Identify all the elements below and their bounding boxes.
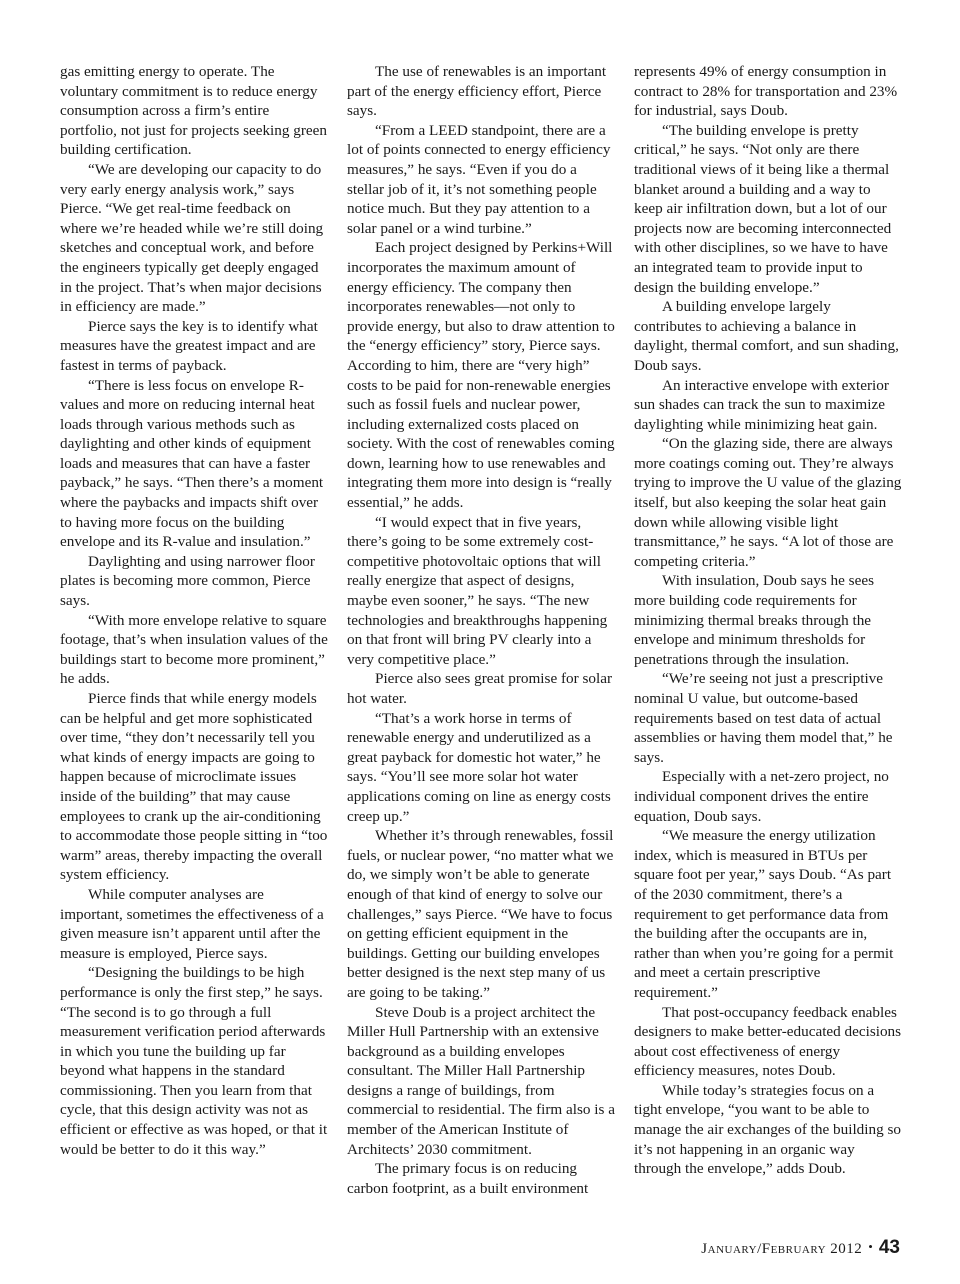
paragraph: “From a LEED standpoint, there are a lot of points connected to energy efficiency measures,” he says. “Even if you do a stellar job of it, it’s not something people notice much. But they pay attention to a solar panel or a wind turbine.” (347, 121, 611, 237)
paragraph: gas emitting energy to operate. The voluntary commitment is to reduce energy consumption across a firm’s entire portfolio, not just for projects seeking green building certification. (60, 63, 327, 159)
paragraph: represents 49% of energy consumption in contract to 28% for transportation and 23% for industrial, says Doub. (634, 63, 898, 120)
article-column-1 (60, 62, 328, 1159)
paragraph: “We measure the energy utilization index, which is measured in BTUs per square foot per year,” says Doub. “As part of the 2030 commitment, there’s a requirement to get performance data from the building after the occupants are in, rather than when you’re going for a permit and meet a certain prescriptive requirement.” (634, 827, 894, 1001)
paragraph: Whether it’s through renewables, fossil fuels, or nuclear power, “no matter what we do, we simply won’t be able to generate enough of that kind of energy to solve our challenges,” says Pierce. “We have to focus on getting efficient equipment in the buildings. Getting our building envelopes better designed is the next step many of us are going to be taking.” (347, 827, 614, 1001)
paragraph: “Designing the buildings to be high performance is only the first step,” he says. “The second is to go through a full measurement verification period afterwards in which you tune the building up far beyond what happens in the standard commissioning. Then you learn from that cycle, that this design activity was not as efficient or effective as was hoped, or that it would be better to do it this way.” (60, 964, 328, 1158)
paragraph: “There is less focus on envelope R-values and more on reducing internal heat loads through various methods such as daylighting and other kinds of equipment loads and measures that can have a faster payback,” he says. “Then there’s a moment where the paybacks and impacts shift over to having more focus on the building envelope and its R-value and insulation.” (60, 376, 324, 551)
paragraph: A building envelope largely contributes to achieving a balance in daylight, thermal comfort, and sun shading, Doub says. (634, 298, 899, 374)
paragraph: Especially with a net-zero project, no individual component drives the entire equation, Doub says. (634, 768, 889, 825)
paragraph: “On the glazing side, there are always more coatings coming out. They’re always trying to improve the U value of the glazing itself, but also keeping the solar heat gain down while allowing visible light transmittance,” he says. “A lot of those are competing criteria.” (634, 435, 902, 570)
issue-date: January/February 2012 (701, 1241, 863, 1257)
paragraph: “We’re seeing not just a prescriptive nominal U value, but outcome-based requirements based on test data of actual assemblies or having them model that,” he says. (634, 670, 893, 766)
footer-separator: • (868, 1239, 873, 1254)
paragraph: “I would expect that in five years, there’s going to be some extremely cost-competitive photovoltaic options that will really energize that aspect of designs, maybe even sooner,” he says. “The new technologies and breakthroughs happening on that front will bring PV clearly into a very competitive place.” (347, 513, 608, 668)
paragraph: The primary focus is on reducing carbon footprint, as a built environment (347, 1160, 589, 1197)
paragraph: An interactive envelope with exterior sun shades can track the sun to maximize daylighting while minimizing heat gain. (634, 376, 889, 433)
paragraph: “With more envelope relative to square footage, that’s when insulation values of the buildings start to become more prominent,” he adds. (60, 611, 328, 688)
paragraph: While computer analyses are important, sometimes the effectiveness of a given measure isn’t apparent until after the measure is employed, Pierce says. (60, 885, 324, 962)
paragraph: That post-occupancy feedback enables designers to make better-educated decisions about cost effectiveness of energy efficiency measures, notes Doub. (634, 1003, 902, 1080)
paragraph: Daylighting and using narrower floor plates is becoming more common, Pierce says. (60, 552, 315, 610)
paragraph: Pierce also sees great promise for solar hot water. (347, 670, 613, 707)
paragraph: The use of renewables is an important part of the energy efficiency effort, Pierce says. (347, 63, 607, 120)
paragraph: Pierce says the key is to identify what measures have the greatest impact and are fastest in terms of payback. (60, 317, 318, 374)
paragraph: Pierce finds that while energy models can be helpful and get more sophisticated over time, “they don’t necessarily tell you what kinds of energy impacts are going to happen because of microclimate issues inside of the building” that may cause employees to crank up the air-conditioning to accommodate those people sitting in “too warm” areas, thereby impacting the overall system efficiency. (60, 690, 328, 884)
paragraph: “That’s a work horse in terms of renewable energy and underutilized as a great payback for domestic hot water,” he says. “You’ll see more solar hot water applications coming on line as energy costs creep up.” (347, 709, 611, 825)
article-column-3 (634, 62, 902, 1179)
paragraph: “The building envelope is pretty critical,” he says. “Not only are there traditional views of it being like a thermal blanket around a building and a way to keep air infiltration down, but a lot of our projects now are becoming interconnected with other disciplines, so we have to have an integrated team to provide input to design the building envelope.” (634, 121, 892, 296)
page-footer (690, 1237, 900, 1259)
paragraph: While today’s strategies focus on a tight envelope, “you want to be able to manage the air exchanges of the building so it’s not happening in an organic way through the envelope,” adds Doub. (634, 1081, 901, 1178)
paragraph: Each project designed by Perkins+Will incorporates the maximum amount of energy efficiency. The company then incorporates renewables—not only to provide energy, but also to draw attention to the “energy efficiency” story, Pierce says. According to him, there are “very high” costs to be paid for non-renewable energies such as fossil fuels and nuclear power, including externalized costs placed on society. With the cost of renewables coming down, learning how to use renewables and integrating them more into design is “really essential,” he adds. (347, 239, 615, 512)
paragraph: “We are developing our capacity to do very early energy analysis work,” says Pierce. “We get real-time feedback on where we’re headed while we’re still doing sketches and conceptual work, and before the engineers typically get deeply engaged in the project. That’s when major decisions in efficiency are made.” (60, 160, 324, 316)
page-number: 43 (878, 1237, 900, 1258)
paragraph: Steve Doub is a project architect the Miller Hull Partnership with an extensive background as a building envelopes consultant. The Miller Hall Partnership designs a range of buildings, from commercial to residential. The firm also is a member of the American Institute of Architects’ 2030 commitment. (347, 1003, 615, 1158)
paragraph: With insulation, Doub says he sees more building code requirements for minimizing thermal breaks through the envelope and minimum thresholds for penetrations through the insulation. (634, 572, 874, 668)
article-column-2 (347, 62, 615, 1198)
